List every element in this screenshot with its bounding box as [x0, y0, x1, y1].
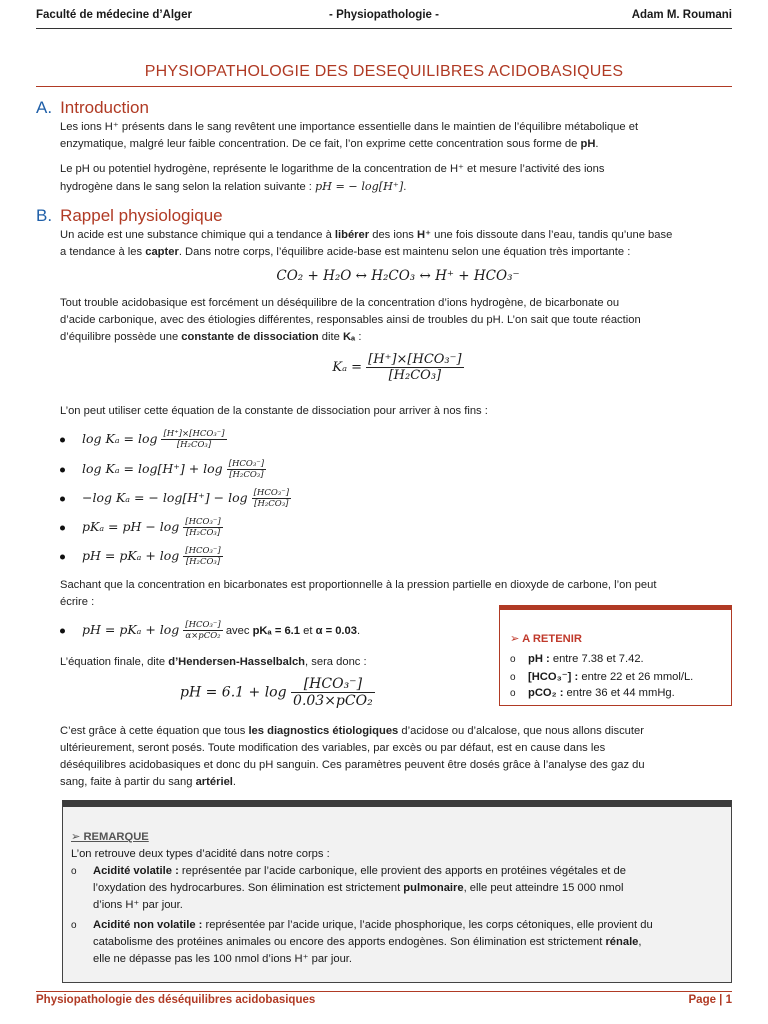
hh-denominator: 0.03×pCO₂ — [293, 693, 373, 709]
text-bold: pKₐ = 6.1 — [252, 625, 301, 637]
text-line — [93, 917, 721, 934]
text-span: d’acidose ou d’alcalose, que nous allons discuter — [398, 725, 644, 737]
fraction-numerator: [HCO₃⁻] — [253, 488, 290, 498]
text-span: avec — [222, 625, 253, 637]
equation-bullet-2 — [60, 459, 266, 480]
text-span: catabolisme des protéines animales ou encore des apports endogènes. Son élimination est strictement — [93, 936, 606, 948]
text-line — [60, 136, 736, 153]
hh-lhs: pH = 6.1 + log — [180, 684, 287, 701]
remark-item-text — [93, 917, 721, 968]
text-span: . — [232, 776, 237, 788]
fraction-numerator: [HCO₃⁻] — [185, 517, 221, 527]
retain-item — [510, 687, 675, 699]
bullet-dot — [60, 496, 65, 501]
text-line: d’ions H⁺ par jour. — [93, 899, 183, 911]
section-b-heading — [36, 206, 223, 226]
text-span: enzymatique, malgré leur faible concentration. De ce fait, l’on exprime cette concentration sous forme de — [60, 138, 581, 150]
circle-bullet-icon: o — [71, 920, 77, 931]
bullet-body — [82, 459, 266, 480]
text-span: représentée par l’acide urique, l’acide phosphorique, les corps cétoniques, elle provient du — [202, 919, 653, 931]
text-span: C’est grâce à cette équation que tous — [60, 725, 249, 737]
text-bold: pulmonaire — [403, 882, 464, 894]
page-footer — [36, 994, 732, 1006]
text-span: une fois dissoute dans l’eau, tandis qu’une base — [430, 229, 673, 241]
bullet-body — [82, 517, 223, 538]
text-bold: α = 0.03 — [315, 625, 357, 637]
bullet-fraction — [183, 620, 222, 641]
text-bold: H⁺ — [417, 229, 431, 241]
equation-bullet-3 — [60, 488, 291, 509]
header-faculty: Faculté de médecine d’Alger — [36, 9, 192, 21]
page-header — [36, 9, 732, 27]
retain-title: ➢ A RETENIR — [510, 633, 582, 645]
text-span: : — [355, 331, 362, 343]
fraction-denominator: α×pCO₂ — [185, 631, 221, 641]
text-span: dite — [318, 331, 343, 343]
bullet-lhs: pH = pKₐ + log — [82, 622, 180, 637]
fraction-numerator: [HCO₃⁻] — [185, 546, 221, 556]
acid-base-equation: CO₂ + H₂O ↔ H₂CO₃ ↔ H⁺ + HCO₃⁻ — [276, 268, 520, 284]
bullet-fraction — [227, 459, 266, 480]
fraction-numerator: [H⁺]×[HCO₃⁻] — [163, 429, 225, 439]
text-line: Les ions H⁺ présents dans le sang revêtent une importance essentielle dans le maintien de l’équilibre métabolique et — [60, 121, 639, 133]
circle-bullet-icon: o — [71, 866, 77, 877]
remark-item-non-volatile — [71, 917, 721, 968]
text-span: . — [403, 181, 407, 193]
text-line — [93, 863, 721, 880]
text-span: sang, faite à partir du sang — [60, 776, 196, 788]
text-line: Tout trouble acidobasique est forcément un déséquilibre de la concentration d’ions hydrogène, de bicarbonate ou — [60, 297, 620, 309]
text-bold: capter — [145, 246, 179, 258]
bullet-body — [82, 546, 223, 567]
fraction-numerator: [HCO₃⁻] — [228, 459, 265, 469]
section-a-number: A. — [36, 98, 53, 117]
text-line: ultérieurement, seront posés. Toute modification des variables, par excès ou par défaut, est en cause dans les — [60, 742, 606, 754]
section-b-title: Rappel physiologique — [60, 206, 223, 225]
text-span: . — [595, 138, 599, 150]
bullet-lhs: log Kₐ = log — [82, 431, 158, 446]
bullet-fraction — [252, 488, 291, 509]
text-span: , sera donc : — [305, 656, 367, 668]
bullet-lhs: log Kₐ = log[H⁺] + log — [82, 461, 223, 476]
text-line — [60, 774, 736, 791]
footer-divider — [36, 991, 732, 992]
hh-fraction — [291, 676, 375, 709]
bullet-fraction — [183, 517, 222, 538]
text-bold: pH : — [528, 653, 550, 665]
bullet-dot — [60, 437, 65, 442]
text-line: Le pH ou potentiel hydrogène, représente le logarithme de la concentration de H⁺ et mesure l’activité des ions — [60, 163, 605, 175]
remark-box — [62, 800, 732, 983]
text-line: déséquilibres acidobasiques et donc du pH sanguin. Ces paramètres peuvent être dosés grâce à l’analyse des gaz du — [60, 759, 645, 771]
text-span: , — [638, 936, 642, 948]
title-divider — [36, 86, 732, 87]
text-bold: Kₐ — [342, 331, 356, 343]
text-bold: [HCO₃⁻] : — [528, 671, 579, 683]
text-line — [60, 723, 736, 740]
header-author: Adam M. Roumani — [631, 9, 732, 21]
text-span: . Dans notre corps, l’équilibre acide-base est maintenu selon une équation très importante : — [178, 246, 631, 258]
text-line — [60, 329, 736, 346]
bullet-dot — [60, 628, 65, 633]
bullet-tail — [223, 625, 360, 637]
page-title: PHYSIOPATHOLOGIE DES DESEQUILIBRES ACIDOBASIQUES — [144, 63, 624, 80]
text-span: entre 36 et 44 mmHg. — [563, 687, 675, 699]
text-bold: d’Hendersen-Hasselbalch — [168, 656, 306, 668]
text-span: entre 22 et 26 mmol/L. — [578, 671, 694, 683]
header-subject: - Physiopathologie - — [329, 9, 439, 21]
rappel-paragraph-3: L’on peut utiliser cette équation de la constante de dissociation pour arriver à nos fins : — [60, 405, 488, 417]
fraction-denominator: [H₂CO₃] — [254, 499, 289, 509]
fraction-denominator: [H₂CO₃] — [185, 557, 221, 567]
section-a-title: Introduction — [60, 98, 149, 117]
text-bold: libérer — [334, 229, 370, 241]
ka-fraction — [366, 352, 463, 383]
section-b-number: B. — [36, 206, 53, 225]
intro-paragraph-2 — [60, 161, 736, 196]
text-bold: rénale — [605, 936, 639, 948]
text-bold: pCO₂ : — [528, 687, 564, 699]
text-span: Un acide est une substance chimique qui a tendance à — [60, 229, 335, 241]
text-span: , elle peut atteindre 15 000 nmol — [463, 882, 624, 894]
bullet-fraction — [161, 429, 226, 450]
fraction-denominator: [H₂CO₃] — [176, 440, 212, 450]
equation-bullet-4 — [60, 517, 223, 538]
text-span: et — [300, 625, 316, 637]
remark-title: ➢ REMARQUE — [71, 831, 149, 843]
rappel-paragraph-2 — [60, 295, 736, 346]
text-bold: constante de dissociation — [181, 331, 319, 343]
rappel-paragraph-6 — [60, 723, 736, 791]
retain-box — [499, 605, 732, 706]
text-span: L’équation finale, dite — [60, 656, 169, 668]
ka-equation — [60, 352, 736, 383]
footer-title: Physiopathologie des déséquilibres acidobasiques — [36, 994, 316, 1006]
bullet-body — [82, 620, 361, 641]
bullet-lhs: pKₐ = pH − log — [82, 519, 180, 534]
intro-paragraph-1 — [60, 119, 736, 153]
bullet-fraction — [183, 546, 222, 567]
header-divider — [36, 28, 732, 29]
text-span: . — [356, 625, 361, 637]
text-line: écrire : — [60, 596, 95, 608]
bullet-body — [82, 488, 291, 509]
text-span: entre 7.38 et 7.42. — [549, 653, 644, 665]
remark-item-text — [93, 863, 721, 914]
text-line — [93, 934, 721, 951]
remark-intro: L’on retrouve deux types d’acidité dans notre corps : — [71, 848, 330, 860]
text-span: d’équilibre possède une — [60, 331, 182, 343]
text-span: l’oxydation des hydrocarbures. Son élimination est strictement — [93, 882, 404, 894]
text-line: Sachant que la concentration en bicarbonates est proportionnelle à la pression partielle en dioxyde de carbone, l’on peut — [60, 579, 657, 591]
retain-item — [510, 670, 693, 683]
text-line: d’acide carbonique, avec des étiologies différentes, responsables ainsi de troubles du pH. L’on sait que toute réaction — [60, 314, 641, 326]
text-line — [60, 244, 736, 261]
text-span: des ions — [369, 229, 417, 241]
rappel-paragraph-1 — [60, 227, 736, 261]
bullet-lhs: −log Kₐ = − log[H⁺] − log — [82, 490, 248, 505]
remark-item-volatile — [71, 863, 721, 914]
bullet-dot — [60, 525, 65, 530]
text-bold: les diagnostics étiologiques — [248, 725, 399, 737]
fraction-numerator: [HCO₃⁻] — [185, 620, 221, 630]
text-bold: pH — [580, 138, 596, 150]
circle-bullet-icon: o — [510, 654, 516, 665]
text-span: représentée par l’acide carbonique, elle provient des apports en protéines végétales et de — [178, 865, 626, 877]
text-line — [93, 880, 721, 897]
text-bold: Acidité volatile : — [93, 865, 179, 877]
ph-equation: pH = − log[H⁺] — [315, 180, 404, 193]
ka-numerator: [H⁺]×[HCO₃⁻] — [368, 352, 462, 367]
section-a-heading — [36, 98, 149, 118]
bullet-lhs: pH = pKₐ + log — [82, 548, 180, 563]
hh-numerator: [HCO₃⁻] — [291, 676, 375, 693]
text-span: a tendance à les — [60, 246, 146, 258]
bullet-dot — [60, 467, 65, 472]
bullet-body — [82, 429, 227, 450]
text-line — [60, 178, 736, 196]
text-span: hydrogène dans le sang selon la relation suivante : — [60, 181, 315, 193]
fraction-denominator: [H₂CO₃] — [229, 470, 264, 480]
bullet-dot — [60, 554, 65, 559]
fraction-denominator: [H₂CO₃] — [185, 528, 221, 538]
retain-item — [510, 653, 644, 665]
text-bold: Acidité non volatile : — [93, 919, 203, 931]
text-line — [60, 227, 736, 244]
equation-bullet-6 — [60, 620, 360, 641]
page-number: Page | 1 — [688, 994, 732, 1006]
circle-bullet-icon: o — [510, 672, 516, 683]
henderson-hasselbalch-equation — [180, 676, 375, 709]
circle-bullet-icon: o — [510, 688, 516, 699]
ka-denominator: [H₂CO₃] — [388, 368, 442, 383]
text-bold: artériel — [195, 776, 233, 788]
text-line: elle ne dépasse pas les 100 nmol d’ions H⁺ par jour. — [93, 953, 353, 965]
ka-lhs: Kₐ = — [332, 360, 363, 375]
equation-bullet-1 — [60, 429, 227, 450]
equation-bullet-5 — [60, 546, 223, 567]
